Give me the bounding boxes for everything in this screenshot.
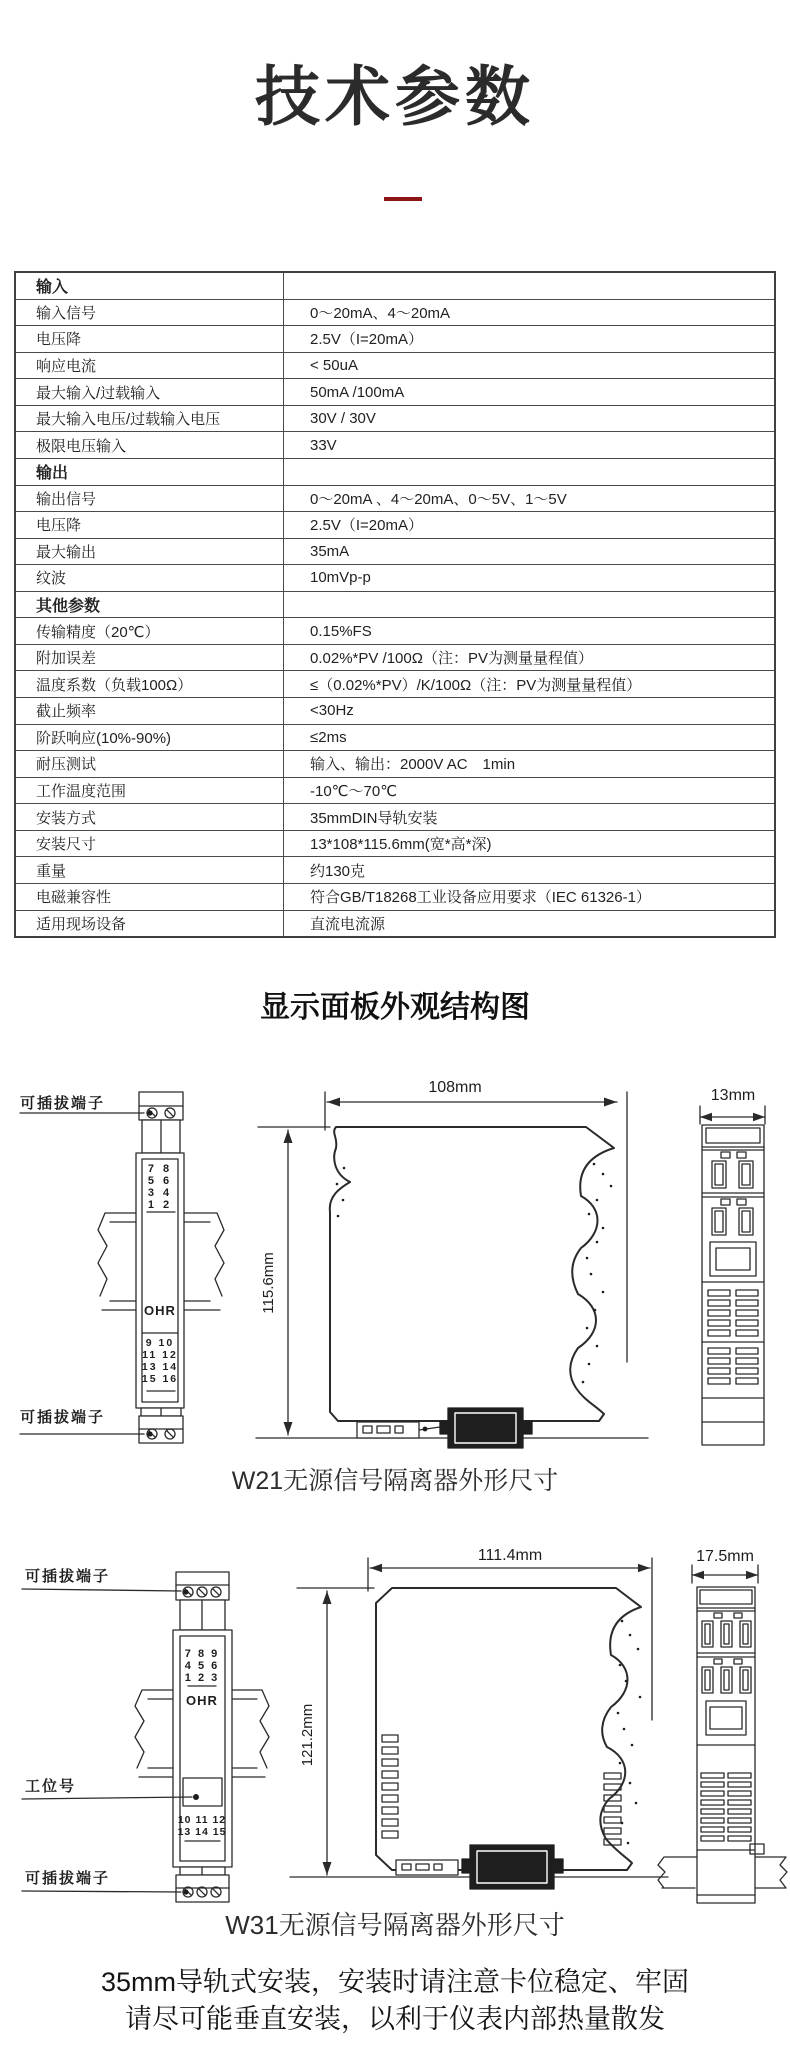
w21-terminal-row: 9 10 [145,1337,175,1349]
row-value: 符合GB/T18268工业设备应用要求（IEC 61326-1） [310,889,651,907]
spec-table-body [16,273,774,936]
row-label: 最大输出 [16,539,284,565]
row-label: 安装尺寸 [16,831,284,857]
table-row [16,485,774,512]
table-row [16,591,774,618]
w21-width-dim: 108mm [428,1079,482,1096]
mounting-note-line1: 35mm导轨式安装，安装时请注意卡位稳定、牢固 [100,1967,689,1997]
w31-caption: W31无源信号隔离器外形尺寸 [225,1910,565,1940]
row-value: 33V [310,436,337,454]
mounting-note [0,1964,790,2038]
row-value: < 50uA [310,356,358,374]
row-value: 直流电流源 [310,915,386,933]
row-value [284,273,774,299]
w21-plan-view [256,1092,648,1448]
row-label: 输出 [16,459,284,485]
w21-diagram [0,1050,790,1505]
table-row [16,670,774,697]
row-label: 截止频率 [16,698,284,724]
row-value: 输入、输出：2000V AC 1min [310,756,516,774]
row-label: 温度系数（负载100Ω） [16,671,284,697]
w21-terminal-row: 15 16 [141,1373,179,1385]
table-row [16,777,774,804]
row-label: 输出信号 [16,486,284,512]
page-title: 技术参数 [254,60,535,133]
table-row [16,644,774,671]
row-value: 35mA [310,542,350,560]
row-value: 30V / 30V [310,410,376,428]
row-value: -10℃～70℃ [310,782,398,800]
row-value: <30Hz [310,702,354,720]
table-row [16,352,774,379]
row-label: 最大输入/过载输入 [16,379,284,405]
table-row [16,378,774,405]
row-label: 电压降 [16,326,284,352]
spec-table [14,271,776,938]
w21-terminal-row: 5 6 [147,1175,173,1187]
row-label: 阶跃响应(10%-90%) [16,725,284,751]
row-value: 0.02%*PV /100Ω（注：PV为测量量程值） [310,650,593,668]
row-value: 2.5V（I=20mA） [310,517,423,535]
w31-terminal-row: 7 8 9 [184,1648,220,1660]
table-row [16,458,774,485]
w31-terminal-row: 4 5 6 [184,1660,220,1672]
w31-width-dim: 111.4mm [477,1547,543,1564]
table-row [16,273,774,299]
row-label: 重量 [16,857,284,883]
row-label: 附加误差 [16,645,284,671]
w31-side-width-dim: 17.5mm [696,1548,754,1565]
row-value: 0.15%FS [310,622,372,640]
row-label: 电压降 [16,512,284,538]
w31-front-view [173,1572,232,1902]
row-label: 极限电压输入 [16,432,284,458]
w31-diagram [0,1545,790,1950]
w21-terminal-row: 7 8 [147,1163,173,1175]
table-row [16,883,774,910]
w31-plan-view [290,1558,668,1889]
w31-depth-dim: 121.2mm [299,1703,316,1767]
table-row [16,511,774,538]
row-label: 响应电流 [16,353,284,379]
row-value: 10mVp-p [310,569,371,587]
w31-side-view [658,1565,787,1903]
w21-brand-logo: OHR [144,1303,176,1318]
table-row [16,910,774,937]
w31-label-pluggable-terminal-top: 可插拔端子 [25,1568,111,1585]
structure-section-title: 显示面板外观结构图 [260,991,530,1024]
table-row [16,538,774,565]
row-value [284,592,774,618]
row-label: 适用现场设备 [16,911,284,937]
row-value: ≤（0.02%*PV）/K/100Ω（注：PV为测量量程值） [310,676,642,694]
row-label: 工作温度范围 [16,778,284,804]
w31-brand-logo: OHR [186,1693,218,1708]
row-value: 2.5V（I=20mA） [310,331,423,349]
table-row [16,697,774,724]
w31-label-pluggable-terminal-bottom: 可插拔端子 [25,1870,111,1887]
table-row [16,405,774,432]
row-label: 传输精度（20℃） [16,618,284,644]
row-value: 约130克 [310,862,366,880]
row-value: ≤2ms [310,728,347,746]
table-row [16,617,774,644]
row-label: 最大输入电压/过载输入电压 [16,406,284,432]
row-value: 0～20mA 、4～20mA、0～5V、1～5V [310,490,567,508]
w21-label-pluggable-terminal-bottom: 可插拔端子 [20,1409,106,1426]
w31-terminal-row: 13 14 15 [177,1826,227,1838]
row-label: 纹波 [16,565,284,591]
table-row [16,299,774,326]
w21-terminal-row: 11 12 [142,1349,178,1361]
row-value: 0～20mA、4～20mA [310,304,451,322]
w21-terminal-row: 1 2 [147,1199,173,1211]
w21-depth-dim: 115.6mm [260,1252,277,1314]
w21-side-width-dim: 13mm [710,1087,756,1104]
w21-label-pluggable-terminal-top: 可插拔端子 [20,1095,106,1112]
w21-front-view [136,1092,184,1443]
w21-caption: W21无源信号隔离器外形尺寸 [231,1467,559,1495]
table-row [16,750,774,777]
table-row [16,803,774,830]
row-value: 13*108*115.6mm(宽*高*深) [310,836,492,854]
row-label: 耐压测试 [16,751,284,777]
row-value [284,459,774,485]
row-label: 输入信号 [16,300,284,326]
row-label: 输入 [16,273,284,299]
row-label: 其他参数 [16,592,284,618]
w21-side-view [700,1106,765,1445]
mounting-note-line2: 请尽可能垂直安装，以利于仪表内部热量散发 [125,2004,665,2034]
w21-terminal-row: 13 14 [141,1361,179,1373]
title-accent-dash [384,197,422,201]
w31-terminal-row: 10 11 12 [177,1814,227,1826]
table-row [16,564,774,591]
row-label: 安装方式 [16,804,284,830]
w31-terminal-row: 1 2 3 [184,1672,220,1684]
table-row [16,325,774,352]
w31-label-station-number: 工位号 [25,1778,77,1795]
table-row [16,830,774,857]
table-row [16,724,774,751]
row-value: 35mmDIN导轨安装 [310,809,438,827]
w21-terminal-row: 3 4 [147,1187,173,1199]
w21-texture-dots [336,1163,613,1384]
row-label: 电磁兼容性 [16,884,284,910]
row-value: 50mA /100mA [310,383,405,401]
table-row [16,856,774,883]
table-row [16,431,774,458]
